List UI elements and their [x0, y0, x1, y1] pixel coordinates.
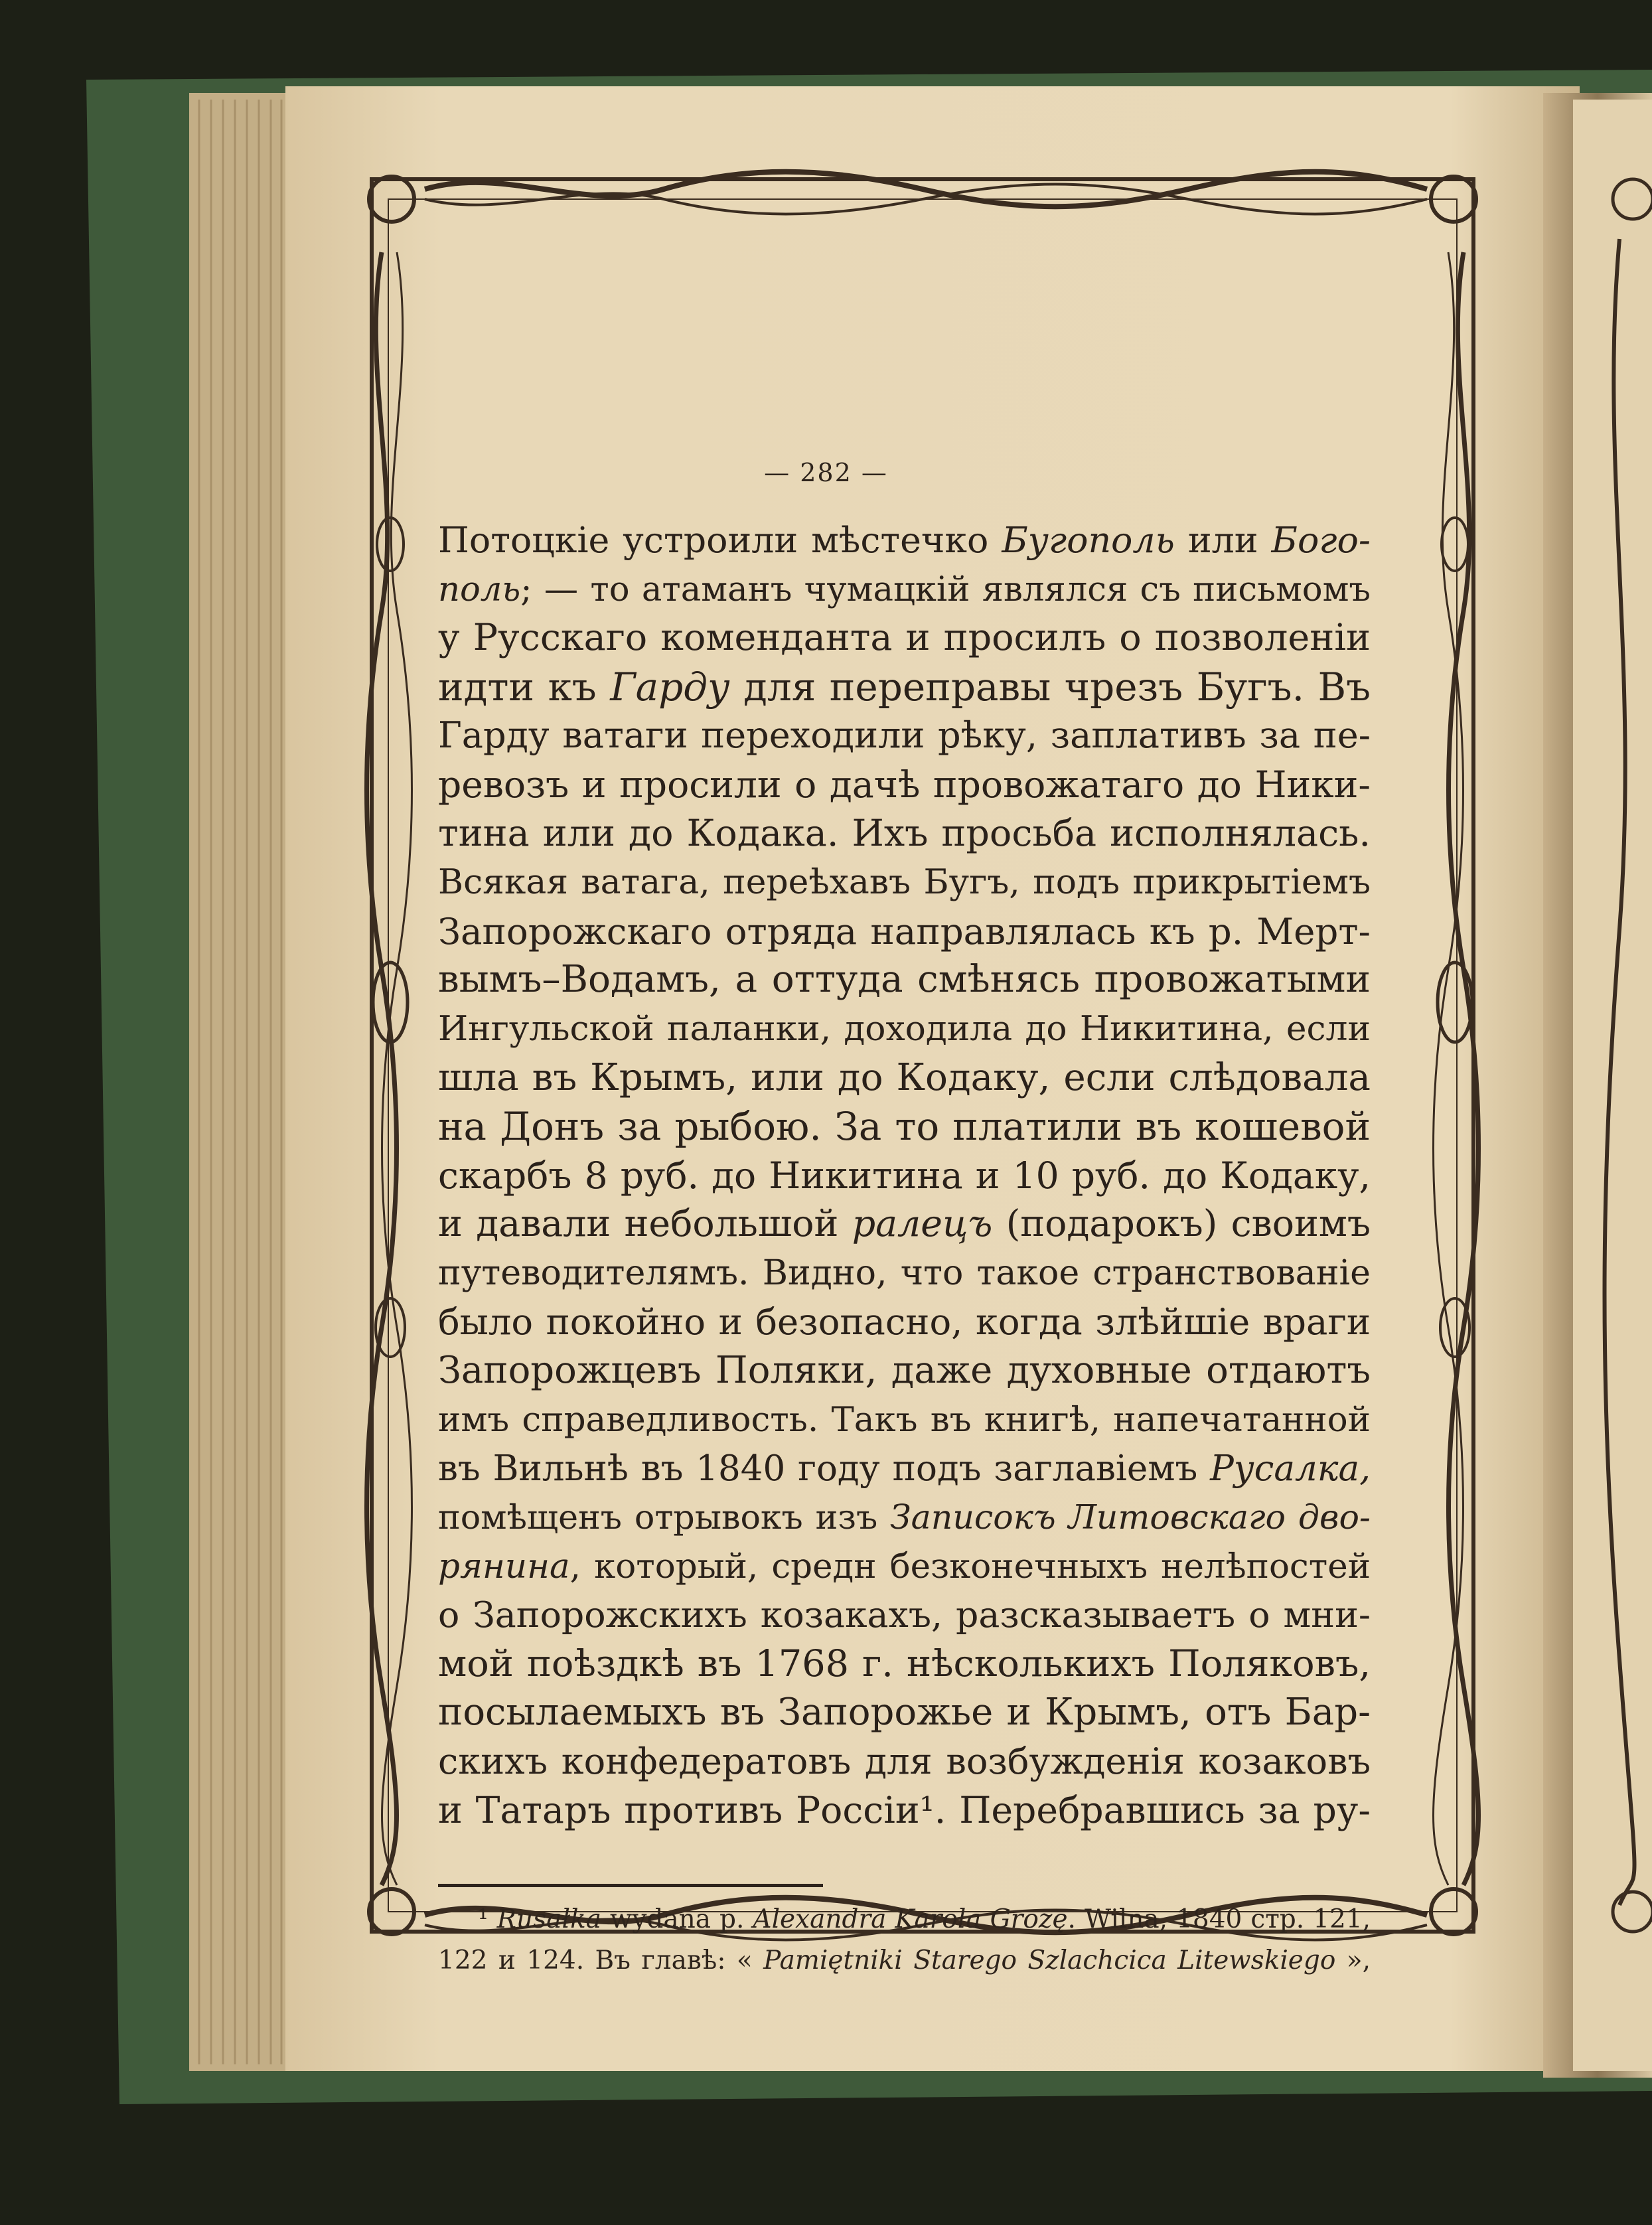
italic-run: Записокъ Литовскаго дво-	[890, 1497, 1371, 1537]
italic-run: Русалка,	[1210, 1448, 1371, 1490]
text-run: и Татаръ противъ Россіи¹. Перебравшись за ру-	[438, 1789, 1371, 1832]
text-run: шла въ Крымъ, или до Кодаку, если слѣдовала	[438, 1055, 1371, 1099]
text-run: Запорожскаго отряда направлялась къ р. Мерт-	[438, 909, 1371, 953]
text-run: . Wilna, 1840 стр. 121,	[1067, 1904, 1371, 1934]
text-run: Ингульской паланки, доходила до Никитина, если	[438, 1009, 1371, 1049]
italic-run: Бого-	[1271, 519, 1371, 561]
text-run: было покойно и безопасно, когда злѣйшіе враги	[438, 1300, 1371, 1343]
italic-run: поль	[438, 569, 521, 609]
text-run: путеводителямъ. Видно, что такое странствованіе	[438, 1253, 1371, 1293]
footnote-line	[438, 1941, 1371, 1981]
footnote-rule	[438, 1884, 823, 1887]
italic-run: Pamiętniki Starego Szlachcica Litewskiego	[763, 1946, 1336, 1975]
text-run: о Запорожскихъ козакахъ, разсказываетъ о мни-	[438, 1594, 1371, 1636]
text-run: Запорожцевъ Поляки, даже духовные отдаютъ	[438, 1349, 1371, 1393]
text-run: 122 и 124. Въ главѣ: «	[438, 1946, 764, 1975]
text-run: въ Вильнѣ въ 1840 году подъ заглавіемъ	[438, 1448, 1211, 1490]
text-line	[438, 1779, 1371, 1843]
text-run: wydana p.	[601, 1904, 753, 1934]
text-run: ревозъ и просили о дачѣ провожатаго до Ники-	[438, 763, 1371, 806]
text-run: посылаемыхъ въ Запорожье и Крымъ, отъ Бар-	[438, 1691, 1371, 1734]
text-run: Гарду ватаги переходили рѣку, заплативъ за пе-	[438, 714, 1371, 757]
text-run: для переправы чрезъ Бугъ. Въ	[729, 664, 1371, 710]
text-run: скарбъ 8 руб. до Никитина и 10 руб. до Кодаку,	[438, 1154, 1371, 1197]
text-run: идти къ	[438, 664, 611, 710]
text-run: »,	[1335, 1946, 1371, 1975]
italic-run: рянина	[438, 1546, 570, 1586]
text-run: или	[1174, 519, 1272, 561]
text-run: ; — то атаманъ чумацкій являлся съ письмомъ	[520, 569, 1371, 609]
text-run: вымъ–Водамъ, а оттуда смѣнясь провожатыми	[438, 958, 1371, 1002]
text-run: ¹	[478, 1904, 497, 1934]
italic-run: ралецъ	[852, 1203, 993, 1246]
footnote-line	[478, 1900, 1371, 1940]
italic-run: Rusałka	[496, 1904, 601, 1934]
text-run: на Донъ за рыбою. За то платили въ кошевой	[438, 1104, 1371, 1150]
text-run: тина или до Кодака. Ихъ просьба исполнялась.	[438, 811, 1371, 855]
page-number: — 282 —	[764, 458, 888, 487]
italic-run: Гарду	[610, 664, 730, 710]
italic-run: Бугополь	[1002, 519, 1175, 561]
text-run: (подарокъ) своимъ	[992, 1203, 1371, 1246]
text-run: скихъ конфедератовъ для возбужденія козаковъ	[438, 1740, 1371, 1782]
text-run: мой поѣздкѣ въ 1768 г. нѣсколькихъ Поляковъ,	[438, 1642, 1371, 1685]
italic-run: Alexandra Karola Grozę	[753, 1904, 1068, 1934]
text-run: и давали небольшой	[438, 1203, 852, 1246]
text-run: Всякая ватага, переѣхавъ Бугъ, подъ прикрытіемъ	[438, 862, 1371, 903]
text-run: помѣщенъ отрывокъ изъ	[438, 1497, 891, 1537]
text-run: у Русскаго коменданта и просилъ о позволеніи	[438, 616, 1371, 660]
text-run: Потоцкіе устроили мѣстечко	[438, 519, 1002, 561]
text-run: имъ справедливость. Такъ въ книгѣ, напечатанной	[438, 1399, 1371, 1440]
text-run: , который, средн безконечныхъ нелѣпостей	[569, 1546, 1371, 1586]
